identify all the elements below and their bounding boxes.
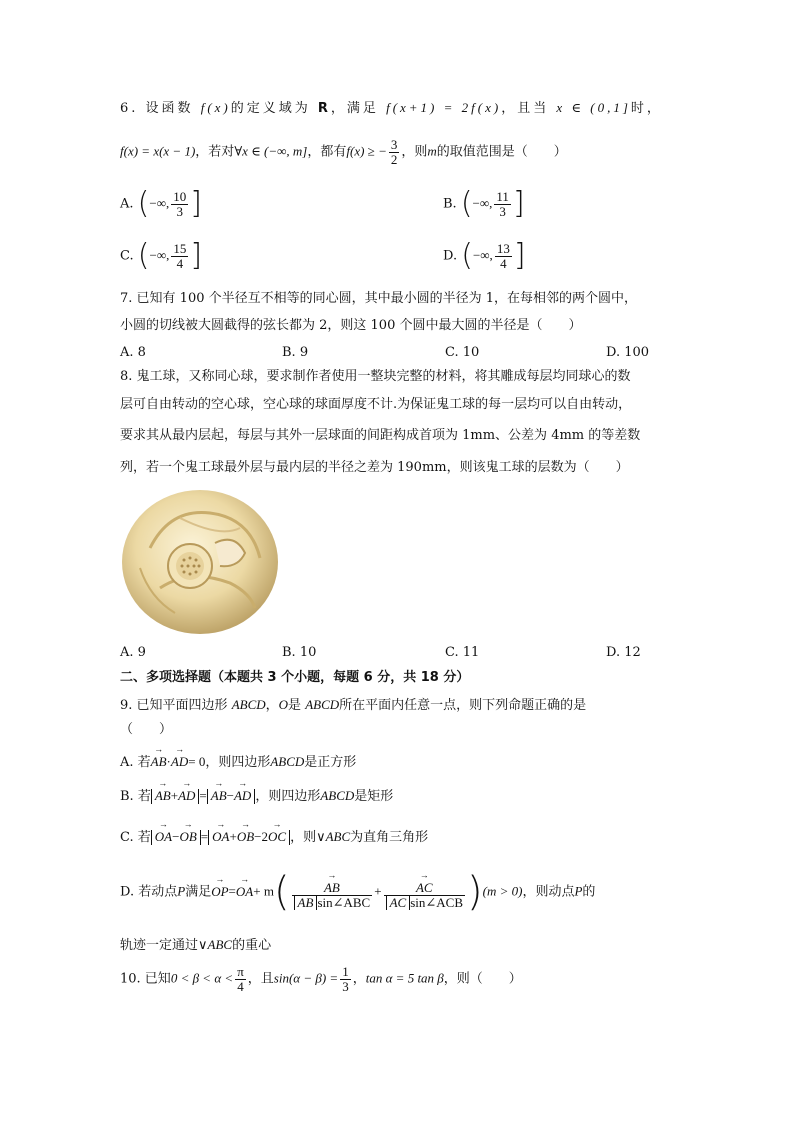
q9-option-c[interactable]: C. 若→ OA−→ OB =→ OA+→ OB−2→ OC ，则∨ABC为直角三角形 [120, 829, 428, 846]
q9-option-d-line-2: 轨迹一定通过∨ABC的重心 [120, 937, 272, 953]
q6-option-a[interactable]: A. (−∞, $\frac{10}{3}$ ] [120, 186, 202, 221]
q6-line-1: 6. 设函数 f(x)的定义域为 R，满足 f(x+1) = 2f(x)，且当 x ∈ (0,1]时， [120, 100, 663, 116]
q6-number: 6. [120, 101, 139, 116]
q7-line-2: 小圆的切线被大圆截得的弦长都为 2，则这 100 个圆中最大圆的半径是（ ） [120, 318, 582, 333]
fraction: $\frac{3}{2}$ [390, 137, 398, 167]
q9-option-b[interactable]: B. 若→ AB+→ AD =→ AB−→ AD ，则四边形ABCD是矩形 [120, 788, 393, 805]
q7-option-d[interactable]: D. 100 [606, 345, 650, 360]
q7-option-b[interactable]: B. 9 [282, 345, 309, 360]
q6-option-b[interactable]: B. (−∞, $\frac{11}{3}$ ] [443, 186, 525, 221]
q9-line-1: 9. 已知平面四边形 ABCD，O是 ABCD所在平面内任意一点，则下列命题正确的是 [120, 697, 587, 713]
q8-option-b[interactable]: B. 10 [282, 645, 317, 660]
q8-option-a[interactable]: A. 9 [120, 645, 146, 660]
q6-line-2: f(x) = x(x − 1)，若对∀x ∈ (−∞, m]，都有f(x) ≥ − $\frac{3}{2}$ ，则m的取值范围是（ ） [120, 137, 567, 167]
q9-line-2: （ ） [120, 722, 173, 737]
q10-line: 10. 已知0 < β < α < $\frac{\pi}{4}$ ，且sin(α − β) = $\frac{1}{3}$ ，tan α = 5 tan β，则（ ） [120, 964, 522, 994]
q8-option-d[interactable]: D. 12 [606, 645, 641, 660]
q6-option-d[interactable]: D. (−∞, $\frac{13}{4}$ ] [443, 238, 526, 273]
q7-option-a[interactable]: A. 8 [120, 345, 146, 360]
ivory-ball-photo [120, 488, 282, 634]
q8-line-4: 列，若一个鬼工球最外层与最内层的半径之差为 190mm，则该鬼工球的层数为（ ） [120, 460, 629, 475]
q7-line-1: 7. 已知有 100 个半径互不相等的同心圆，其中最小圆的半径为 1，在每相邻的两个圆中， [120, 291, 638, 306]
q8-line-2: 层可自由转动的空心球，空心球的球面厚度不计.为保证鬼工球的每一层均可以自由转动， [120, 397, 632, 412]
q9-option-a[interactable]: A. 若→ AB·→ AD= 0，则四边形ABCD是正方形 [120, 754, 356, 771]
q8-line-1: 8. 鬼工球，又称同心球，要求制作者使用一整块完整的材料，将其雕成每层均同球心的数 [120, 369, 631, 384]
q8-line-3: 要求其从最内层起，每层与其外一层球面的间距构成首项为 1mm、公差为 4mm 的等差数 [120, 428, 641, 443]
q8-option-c[interactable]: C. 11 [445, 645, 480, 660]
section-heading: 二、多项选择题（本题共 3 个小题，每题 6 分，共 18 分） [120, 670, 470, 685]
q6-option-c[interactable]: C. (−∞, $\frac{15}{4}$ ] [120, 238, 203, 273]
q7-option-c[interactable]: C. 10 [445, 345, 480, 360]
q9-option-d[interactable]: D. 若动点P满足→ OP=→ OA+ m( → $\frac{AB}{\text{AB sin∠ABC}}$ + → $\frac{AC}{\text{AC sin∠ACB}}$ )(m > 0)，则动点P的 [120, 868, 595, 916]
